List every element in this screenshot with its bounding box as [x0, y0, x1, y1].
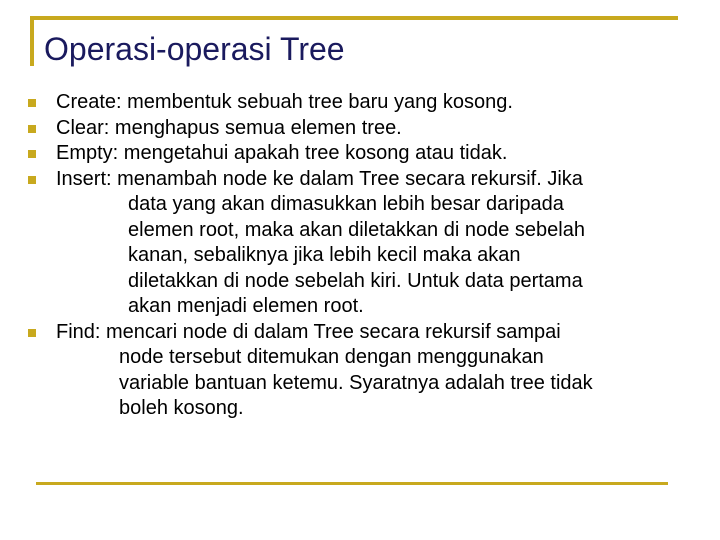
frame-bottom-border [36, 482, 668, 485]
bullet-line: akan menjadi elemen root. [128, 295, 364, 317]
bullet-line: elemen root, maka akan diletakkan di node sebelah [128, 218, 585, 241]
bullet-line: Create: membentuk sebuah tree baru yang kosong. [56, 91, 513, 113]
frame-top-border [30, 16, 678, 20]
bullet-line: Find: mencari node di dalam Tree secara rekursif sampai [56, 320, 561, 343]
bullet-line: diletakkan di node sebelah kiri. Untuk data pertama [128, 269, 583, 292]
bullet-line: node tersebut ditemukan dengan menggunakan [119, 346, 544, 368]
square-bullet-icon [28, 99, 36, 107]
square-bullet-icon [28, 176, 36, 184]
bullet-line: data yang akan dimasukkan lebih besar daripada [128, 193, 564, 215]
bullet-item-find [0, 320, 720, 422]
bullet-line: variable bantuan ketemu. Syaratnya adalah tree tidak [119, 371, 593, 394]
bullet-line: Clear: menghapus semua elemen tree. [56, 116, 402, 139]
square-bullet-icon [28, 125, 36, 133]
bullet-line: kanan, sebaliknya jika lebih kecil maka akan [128, 244, 521, 266]
bullet-item-insert [0, 167, 720, 320]
bullet-line: boleh kosong. [119, 397, 244, 419]
square-bullet-icon [28, 329, 36, 337]
bullet-item-clear [0, 116, 720, 142]
bullet-item-create [0, 90, 720, 116]
slide-title: Operasi-operasi Tree [44, 31, 345, 67]
bullet-line: Empty: mengetahui apakah tree kosong atau tidak. [56, 142, 508, 164]
bullet-line: Insert: menambah node ke dalam Tree secara rekursif. Jika [56, 167, 583, 190]
square-bullet-icon [28, 150, 36, 158]
bullet-item-empty [0, 141, 720, 167]
frame-left-border [30, 16, 34, 66]
bullet-list [0, 90, 720, 422]
